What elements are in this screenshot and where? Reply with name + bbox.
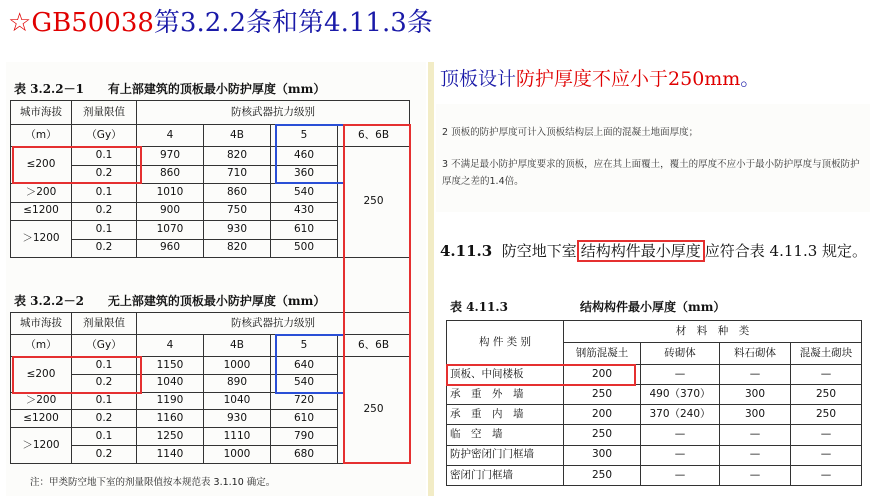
table2-level: 5 <box>271 335 338 357</box>
table1-cell: 900 <box>137 202 204 221</box>
table3-material: 料石砌体 <box>720 343 791 365</box>
table3-row-name: 密闭门门框墙 <box>447 465 564 485</box>
table1-level: 4B <box>204 125 271 147</box>
table3-h-material: 材 料 种 类 <box>564 321 862 343</box>
table2-cell: 1000 <box>204 357 271 375</box>
table3-cell: — <box>641 445 720 465</box>
table3-row-name: 承 重 外 墙 <box>447 385 564 405</box>
table2-dose: 0.1 <box>72 392 137 410</box>
table3-cell: — <box>791 365 862 385</box>
table2-alt: ＞1200 <box>11 428 72 464</box>
table3-row-name: 承 重 内 墙 <box>447 405 564 425</box>
table3-h-type: 构 件 类 别 <box>447 321 564 365</box>
table2-dose: 0.2 <box>72 410 137 428</box>
table1-level: 4 <box>137 125 204 147</box>
table1-level: 5 <box>271 125 338 147</box>
table1-dose: 0.1 <box>72 184 137 203</box>
table1-cell: 970 <box>137 147 204 166</box>
table1-h-level: 防核武器抗力级别 <box>137 101 410 125</box>
highlight-altitude-1 <box>12 146 142 184</box>
table1-level: 6、6B <box>338 125 410 147</box>
table1-cell: 860 <box>137 165 204 184</box>
table2-dose: 0.2 <box>72 446 137 464</box>
table2-cell: 1150 <box>137 357 204 375</box>
table1-h-altitude-unit: （m） <box>11 125 72 147</box>
highlight-col6 <box>343 124 411 464</box>
table3-cell: — <box>720 425 791 445</box>
highlight-altitude-2 <box>12 356 142 394</box>
right-heading-end: 。 <box>740 68 760 90</box>
table3-caption-num: 表 4.11.3 <box>450 300 508 314</box>
table2-cell: 1040 <box>137 374 204 392</box>
table3-material: 砖砌体 <box>641 343 720 365</box>
slide-title <box>8 6 433 40</box>
table2-cell: 1250 <box>137 428 204 446</box>
table2-dose: 0.1 <box>72 428 137 446</box>
right-heading-blue: 顶板设计 <box>440 68 517 90</box>
table2-cell: 930 <box>204 410 271 428</box>
table1-h-dose-unit: （Gy） <box>72 125 137 147</box>
table1-cell: 960 <box>137 239 204 258</box>
table1-cell: 930 <box>204 221 271 240</box>
section-keyword: 结构构件最小厚度 <box>577 240 705 262</box>
table2-caption: 表 3.2.2－2 无上部建筑的顶板最小防护厚度（mm） <box>14 294 326 308</box>
table3-cell: — <box>641 465 720 485</box>
table2-level: 6、6B <box>338 335 410 357</box>
right-heading <box>440 64 759 91</box>
table3-cell: — <box>791 445 862 465</box>
table1-h-altitude: 城市海拔 <box>11 101 72 125</box>
table3-row-name: 临 空 墙 <box>447 425 564 445</box>
table2-cell: 1160 <box>137 410 204 428</box>
table2-cell: 1190 <box>137 392 204 410</box>
table1-cell: 820 <box>204 147 271 166</box>
table1-cell: 750 <box>204 202 271 221</box>
table3-cell: 200 <box>564 405 641 425</box>
table2-h-dose: 剂量限值 <box>72 313 137 335</box>
table3-cell: 250 <box>791 385 862 405</box>
table1-dose: 0.1 <box>72 221 137 240</box>
title-code: GB50038 <box>31 8 154 38</box>
table3-cell: — <box>641 365 720 385</box>
table1-alt: ＞1200 <box>11 221 72 258</box>
table2-cell: 610 <box>271 410 338 428</box>
highlight-level5-1 <box>275 124 345 184</box>
table1-cell: 500 <box>271 239 338 258</box>
table1-dose: 0.2 <box>72 165 137 184</box>
table1-cell: 540 <box>271 184 338 203</box>
table3-row-name: 防护密闭门门框墙 <box>447 445 564 465</box>
table1-cell: 1070 <box>137 221 204 240</box>
table3-cell: 250 <box>791 405 862 425</box>
section-post: 应符合表 4.11.3 规定。 <box>704 242 868 260</box>
table3-material: 钢筋混凝土 <box>564 343 641 365</box>
table2-h-altitude-unit: （m） <box>11 335 72 357</box>
table3-cell: — <box>720 445 791 465</box>
highlight-roof-slab-row <box>446 364 636 386</box>
table2-alt: ≤1200 <box>11 410 72 428</box>
table2-cell: 890 <box>204 374 271 392</box>
divider <box>428 62 434 496</box>
table2-note: 注：甲类防空地下室的剂量限值按本规范表 3.1.10 确定。 <box>30 477 276 488</box>
right-heading-red: 防护厚度不应小于250mm <box>516 68 741 90</box>
table2-alt: ＞200 <box>11 392 72 410</box>
table1-alt: ＞200 <box>11 184 72 203</box>
table1-alt: ≤200 <box>11 147 72 184</box>
table1-alt: ≤1200 <box>11 202 72 221</box>
table2-alt: ≤200 <box>11 357 72 393</box>
table3-cell: 250 <box>564 385 641 405</box>
table1-caption: 表 3.2.2－1 有上部建筑的顶板最小防护厚度（mm） <box>14 82 326 96</box>
title-clauses: 第3.2.2条和第4.11.3条 <box>153 8 433 38</box>
table2-cell: 680 <box>271 446 338 464</box>
table2-level: 4 <box>137 335 204 357</box>
table3-cell: — <box>720 465 791 485</box>
table2-cell: 1110 <box>204 428 271 446</box>
table1-cell: 430 <box>271 202 338 221</box>
table3-cell: — <box>791 425 862 445</box>
table2-col6: 250 <box>338 357 410 464</box>
table3-cell: 370（240） <box>641 405 720 425</box>
section-pre: 防空地下室 <box>501 242 577 260</box>
section-4113 <box>440 240 867 261</box>
table1-cell: 860 <box>204 184 271 203</box>
table2-cell: 720 <box>271 392 338 410</box>
table3-cell: 250 <box>564 425 641 445</box>
table1-h-dose: 剂量限值 <box>72 101 137 125</box>
table3-cell: — <box>720 365 791 385</box>
table2-h-altitude: 城市海拔 <box>11 313 72 335</box>
table1-dose: 0.2 <box>72 202 137 221</box>
table2-dose: 0.2 <box>72 374 137 392</box>
table1-cell: 610 <box>271 221 338 240</box>
table2-cell: 1000 <box>204 446 271 464</box>
section-number: 4.11.3 <box>440 242 493 260</box>
highlight-level5-2 <box>275 334 345 394</box>
table2-h-level: 防核武器抗力级别 <box>137 313 410 335</box>
table2-dose: 0.1 <box>72 357 137 375</box>
table3-cell: — <box>641 425 720 445</box>
table3-cell: 490（370） <box>641 385 720 405</box>
table3-cell: 300 <box>720 385 791 405</box>
table2-cell: 1140 <box>137 446 204 464</box>
table3-material: 混凝土砌块 <box>791 343 862 365</box>
star-icon: ☆ <box>8 8 32 38</box>
table2-cell: 540 <box>271 374 338 392</box>
table3 <box>446 320 862 486</box>
table3-cell: 200 <box>564 365 641 385</box>
table3-cell: 250 <box>564 465 641 485</box>
table3-caption-title: 结构构件最小厚度（mm） <box>580 300 726 314</box>
table1-cell: 360 <box>271 165 338 184</box>
table1-cell: 710 <box>204 165 271 184</box>
table1-cell: 820 <box>204 239 271 258</box>
table3-cell: 300 <box>564 445 641 465</box>
table2-cell: 1040 <box>204 392 271 410</box>
table2-level: 4B <box>204 335 271 357</box>
table3-cell: — <box>791 465 862 485</box>
table1-dose: 0.1 <box>72 147 137 166</box>
table1-cell: 460 <box>271 147 338 166</box>
table1-cell: 1010 <box>137 184 204 203</box>
right-note-3: 3 不满足最小防护厚度要求的顶板，应在其上面覆土，覆土的厚度不应小于最小防护厚度与顶板防护厚度之差的1.4倍。 <box>442 159 860 187</box>
table3-cell: 300 <box>720 405 791 425</box>
table3-row-name: 顶板、中间楼板 <box>447 365 564 385</box>
table2-cell: 790 <box>271 428 338 446</box>
table2-cell: 640 <box>271 357 338 375</box>
table1-dose: 0.2 <box>72 239 137 258</box>
right-note-2: 2 顶板的防护厚度可计入顶板结构层上面的混凝土地面厚度； <box>442 127 699 138</box>
table2-h-dose-unit: （Gy） <box>72 335 137 357</box>
table1-col6: 250 <box>338 147 410 258</box>
